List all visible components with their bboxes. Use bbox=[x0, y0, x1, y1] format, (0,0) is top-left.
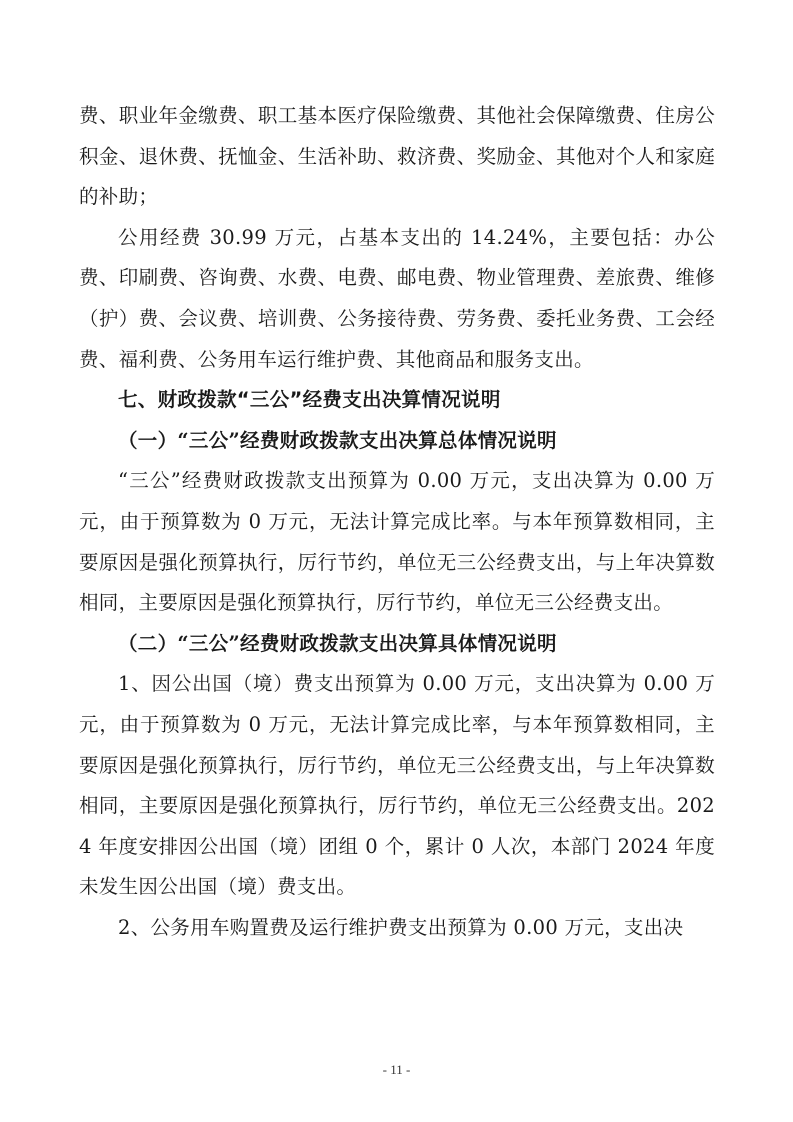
section-heading-three-public-expenses: 七、财政拨款“三公”经费支出决算情况说明 bbox=[118, 388, 501, 412]
subheading-overall-description: （一）“三公”经费财政拨款支出决算总体情况说明 bbox=[118, 428, 557, 452]
subheading-specific-description: （二）“三公”经费财政拨款支出决算具体情况说明 bbox=[118, 631, 557, 655]
paragraph-overseas-travel-expenses: 1、因公出国（境）费支出预算为 0.00 万元，支出决算为 0.00 万元，由于预算数为 0 万元，无法计算完成比率，与本年预算数相同，主要原因是强化预算执行，厉行节约，单位无三公经费支出，与上年决算数相同，主要原因是强化预算执行，厉行节约，单位无三公经费支出。2024 年度安排因公出国（境）团组 0 个，累计 0 人次，本部门 2024 年度未发生因公出国（境）费支出。 bbox=[79, 672, 715, 899]
document-body bbox=[79, 96, 715, 948]
paragraph-official-vehicle-expenses: 2、公务用车购置费及运行维护费支出预算为 0.00 万元，支出决 bbox=[118, 915, 684, 939]
page-number: - 11 - bbox=[382, 1062, 411, 1077]
paragraph-public-expenses: 公用经费 30.99 万元，占基本支出的 14.24%，主要包括：办公费、印刷费、咨询费、水费、电费、邮电费、物业管理费、差旅费、维修（护）费、会议费、培训费、公务接待费、劳务费、委托业务费、工会经费、福利费、公务用车运行维护费、其他商品和服务支出。 bbox=[79, 225, 715, 371]
paragraph-personnel-expenses-continued: 费、职业年金缴费、职工基本医疗保险缴费、其他社会保障缴费、住房公积金、退休费、抚恤金、生活补助、救济费、奖励金、其他对个人和家庭的补助； bbox=[79, 104, 715, 209]
paragraph-overall-description: “三公”经费财政拨款支出预算为 0.00 万元，支出决算为 0.00 万元，由于预算数为 0 万元，无法计算完成比率。与本年预算数相同，主要原因是强化预算执行，厉行节约，单位无三公经费支出，与上年决算数相同，主要原因是强化预算执行，厉行节约，单位无三公经费支出。 bbox=[79, 469, 715, 615]
